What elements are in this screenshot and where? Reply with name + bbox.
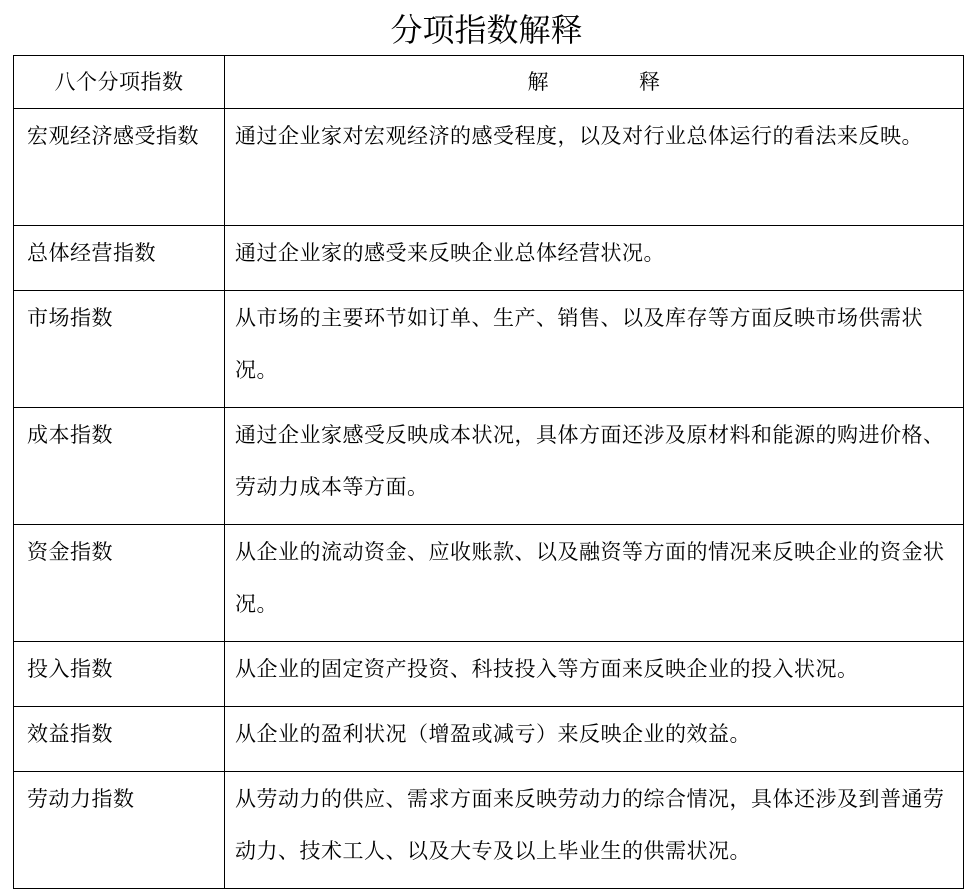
table-row (14, 525, 964, 642)
table-row (14, 408, 964, 525)
column-header-desc-part-2: 释 (639, 70, 661, 94)
page-title: 分项指数解释 (390, 11, 583, 49)
index-table (13, 55, 964, 889)
index-desc-cell (225, 226, 964, 291)
index-name-cell: 总体经营指数 (14, 226, 225, 291)
index-name-cell: 成本指数 (14, 408, 225, 525)
table-row (14, 226, 964, 291)
index-desc-text: 从市场的主要环节如订单、生产、销售、以及库存等方面反映市场供需状况。 (235, 306, 923, 382)
index-name-cell: 劳动力指数 (14, 772, 225, 889)
index-desc-text: 通过企业家对宏观经济的感受程度，以及对行业总体运行的看法来反映。 (235, 124, 923, 148)
column-header-desc (225, 56, 964, 109)
table-row (14, 291, 964, 408)
table-row (14, 642, 964, 707)
index-desc-text: 从企业的固定资产投资、科技投入等方面来反映企业的投入状况。 (235, 657, 859, 681)
index-desc-cell (225, 772, 964, 889)
index-desc-cell (225, 642, 964, 707)
column-header-desc-part-1: 解 (527, 70, 549, 94)
table-row (14, 772, 964, 889)
index-name-cell: 市场指数 (14, 291, 225, 408)
index-desc-text: 通过企业家的感受来反映企业总体经营状况。 (235, 241, 665, 265)
index-name-cell: 宏观经济感受指数 (14, 109, 225, 226)
index-name-cell: 投入指数 (14, 642, 225, 707)
index-desc-cell (225, 707, 964, 772)
column-header-name: 八个分项指数 (14, 56, 225, 109)
table-row (14, 109, 964, 226)
index-name-cell: 资金指数 (14, 525, 225, 642)
index-desc-text: 通过企业家感受反映成本状况，具体方面还涉及原材料和能源的购进价格、劳动力成本等方面。 (235, 423, 945, 499)
index-name-cell: 效益指数 (14, 707, 225, 772)
index-desc-cell (225, 291, 964, 408)
index-desc-text: 从劳动力的供应、需求方面来反映劳动力的综合情况，具体还涉及到普通劳动力、技术工人、以及大专及以上毕业生的供需状况。 (235, 787, 945, 863)
index-desc-cell (225, 408, 964, 525)
index-desc-text: 从企业的盈利状况（增盈或减亏）来反映企业的效益。 (235, 722, 751, 746)
table-row (14, 707, 964, 772)
index-desc-cell (225, 525, 964, 642)
table-header-row (14, 56, 964, 109)
index-desc-text: 从企业的流动资金、应收账款、以及融资等方面的情况来反映企业的资金状况。 (235, 540, 945, 616)
index-desc-cell (225, 109, 964, 226)
